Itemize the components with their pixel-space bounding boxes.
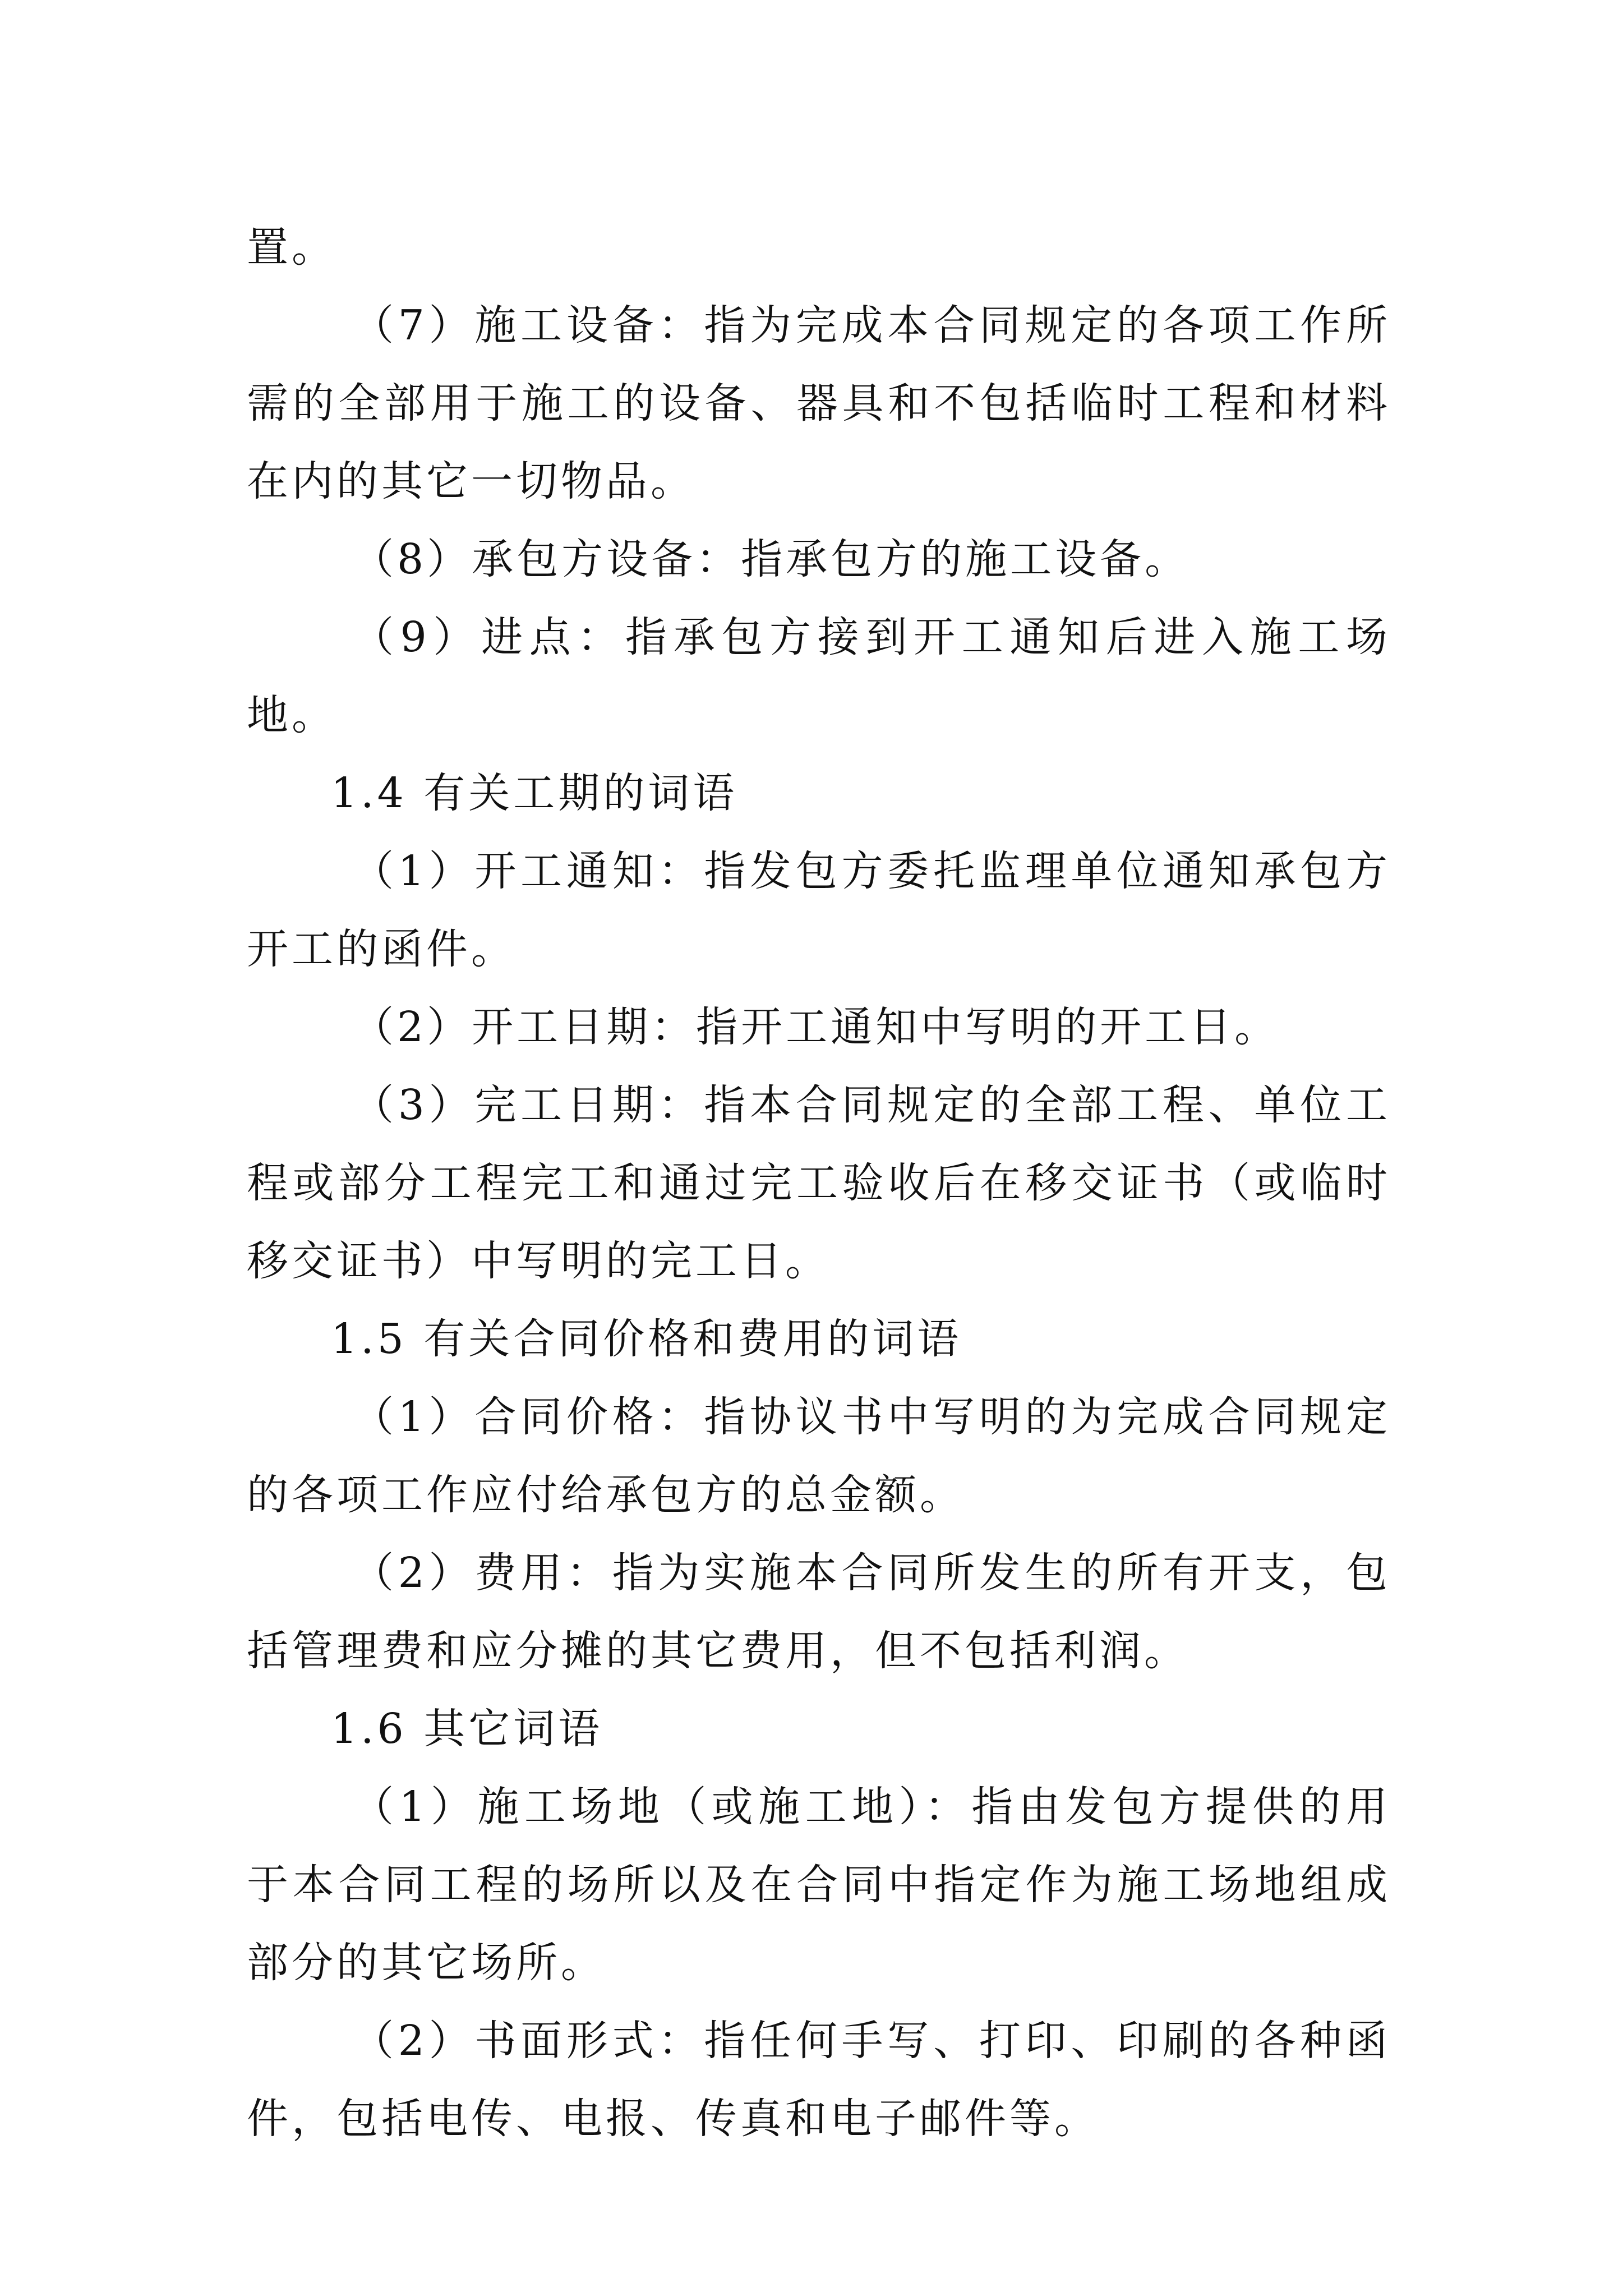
section-heading-1-6: 1.6 其它词语 bbox=[331, 1705, 603, 1753]
paragraph-item-8: （8）承包方设备：指承包方的施工设备。 bbox=[352, 535, 1190, 583]
paragraph-1-4-item-3: （3）完工日期：指本合同规定的全部工程、单位工程或部分工程完工和通过完工验收后在移交证书（或临时移交证书）中写明的完工日。 bbox=[247, 1081, 1391, 1285]
paragraph-1-5-item-2: （2）费用：指为实施本合同所发生的所有开支，包括管理费和应分摊的其它费用，但不包括利润。 bbox=[247, 1549, 1391, 1675]
section-heading-1-5: 1.5 有关合同价格和费用的词语 bbox=[331, 1315, 962, 1363]
paragraph-item-9: （9）进点：指承包方接到开工通知后进入施工场地。 bbox=[247, 613, 1391, 739]
document-body bbox=[247, 209, 1391, 2158]
paragraph-1-6-item-1: （1）施工场地（或施工地）：指由发包方提供的用于本合同工程的场所以及在合同中指定作为施工场地组成部分的其它场所。 bbox=[247, 1783, 1391, 1987]
paragraph-continuation: 置。 bbox=[247, 223, 336, 272]
paragraph-1-4-item-2: （2）开工日期：指开工通知中写明的开工日。 bbox=[352, 1003, 1280, 1051]
paragraph-item-7: （7）施工设备：指为完成本合同规定的各项工作所需的全部用于施工的设备、器具和不包括临时工程和材料在内的其它一切物品。 bbox=[247, 301, 1391, 505]
paragraph-1-4-item-1: （1）开工通知：指发包方委托监理单位通知承包方开工的函件。 bbox=[247, 847, 1391, 973]
paragraph-1-5-item-1: （1）合同价格：指协议书中写明的为完成合同规定的各项工作应付给承包方的总金额。 bbox=[247, 1393, 1391, 1519]
section-heading-1-4: 1.4 有关工期的词语 bbox=[331, 769, 738, 817]
paragraph-1-6-item-2: （2）书面形式：指任何手写、打印、印刷的各种函件，包括电传、电报、传真和电子邮件等。 bbox=[247, 2017, 1391, 2143]
